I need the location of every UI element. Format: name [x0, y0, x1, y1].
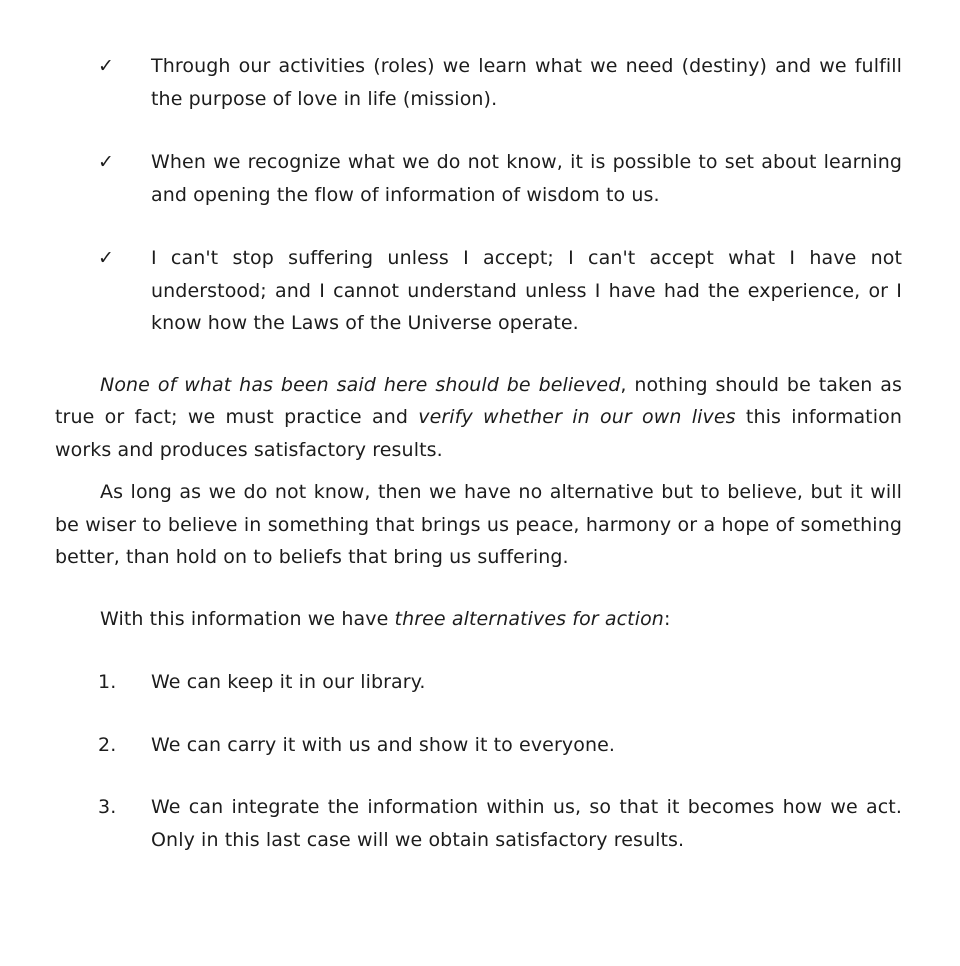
paragraph-segment-italic: None of what has been said here should be believed: [100, 373, 621, 396]
paragraph-as-long: [55, 476, 902, 574]
check-item-text: When we recognize what we do not know, it is possible to set about learning and opening the flow of information of wisdom to us.: [151, 151, 902, 206]
numbered-item-text: We can carry it with us and show it to everyone.: [151, 733, 616, 756]
numbered-item-text: We can integrate the information within us, so that it becomes how we act. Only in this last case will we obtain satisfactory results.: [151, 796, 902, 851]
check-list-item: [55, 146, 902, 211]
list-number: 3.: [98, 796, 117, 818]
paragraph-segment: As long as we do not know, then we have no alternative but to believe, but it will be wiser to believe in something that brings us peace, harmony or a hope of something better, than hold on to beliefs that bring us suffering.: [55, 481, 902, 568]
checkmark-icon: ✓: [98, 247, 115, 269]
paragraph-segment-italic: verify whether in our own lives: [418, 406, 736, 428]
paragraph-segment: With this information we have: [100, 607, 395, 630]
paragraph-segment: , nothing should be taken as true or fact; we must practice and: [55, 373, 903, 428]
paragraph-intro: [55, 603, 902, 636]
numbered-list: [55, 666, 902, 856]
numbered-list-item: [55, 729, 902, 762]
paragraph-segment: this information works and produces satisfactory results.: [55, 406, 902, 461]
check-item-text: I can't stop suffering unless I accept; I can't accept what I have not understood; and I cannot understand unless I have had the experience, or I know how the Laws of the Universe operate.: [151, 247, 902, 334]
paragraph-segment: :: [663, 607, 671, 630]
checkmark-icon: ✓: [98, 55, 115, 77]
list-number: 1.: [98, 671, 117, 693]
checkmark-icon: ✓: [98, 151, 115, 173]
check-list-item: [55, 242, 902, 340]
numbered-list-item: [55, 666, 902, 699]
paragraph-segment-italic: three alternatives for action: [394, 607, 664, 630]
check-list-item: [55, 50, 902, 115]
check-item-text: Through our activities (roles) we learn what we need (destiny) and we fulfill the purpose of love in life (mission).: [151, 55, 902, 110]
paragraph-believe: [55, 369, 902, 467]
list-number: 2.: [98, 733, 117, 756]
numbered-item-text: We can keep it in our library.: [151, 671, 426, 693]
numbered-list-item: [55, 791, 902, 856]
check-list: [55, 50, 902, 340]
